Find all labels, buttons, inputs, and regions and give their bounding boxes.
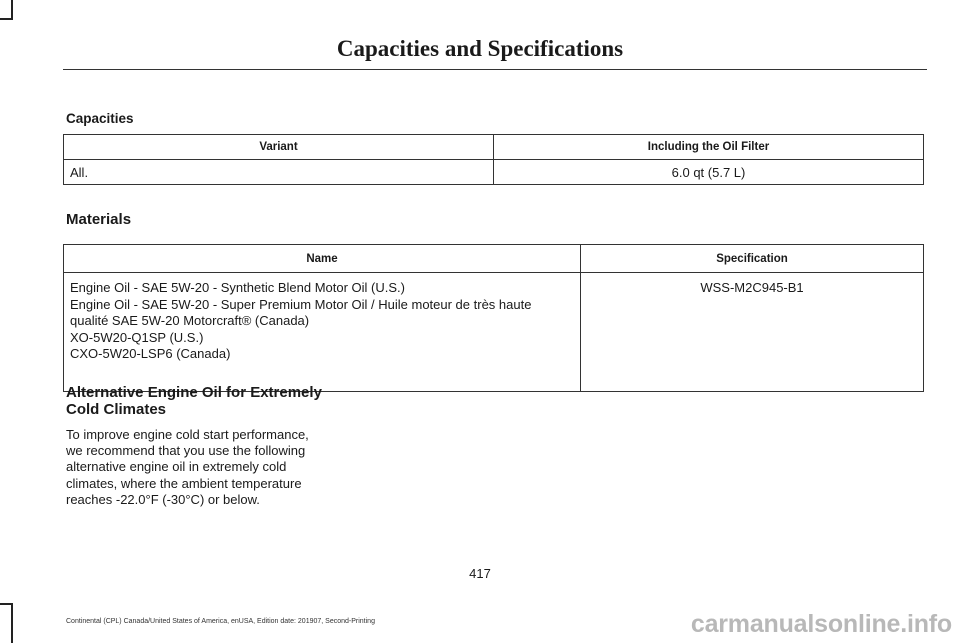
paragraph-line: reaches -22.0°F (-30°C) or below.	[66, 491, 260, 507]
cell-variant: All.	[64, 160, 494, 185]
oil-name-line: Engine Oil - SAE 5W-20 - Synthetic Blend Motor Oil (U.S.)	[70, 280, 405, 295]
column-header-name: Name	[64, 245, 581, 273]
oil-name-line: XO-5W20-Q1SP (U.S.)	[70, 329, 204, 345]
materials-title: Materials	[66, 211, 132, 228]
materials-table	[63, 244, 924, 392]
page-number: 417	[469, 566, 491, 581]
table-row	[64, 273, 924, 392]
site-watermark: carmanualsonline.info	[690, 610, 952, 638]
cell-capacity: 6.0 qt (5.7 L)	[494, 160, 924, 185]
crop-mark-bottom-left-vertical	[11, 603, 13, 643]
paragraph-line: climates, where the ambient temperature	[66, 475, 302, 491]
paragraph-line: alternative engine oil in extremely cold	[66, 459, 287, 475]
oil-name-line: CXO-5W20-LSP6 (Canada)	[70, 346, 231, 361]
crop-mark-top-left-horizontal	[0, 18, 13, 20]
heading-line: Cold Climates	[66, 401, 167, 418]
cell-oil-name	[64, 273, 581, 392]
oil-name-line: Engine Oil - SAE 5W-20 - Super Premium Motor Oil / Huile moteur de très haute	[70, 296, 532, 312]
oil-name-line: qualité SAE 5W-20 Motorcraft® (Canada)	[70, 313, 310, 328]
edition-footer: Continental (CPL) Canada/United States of America, enUSA, Edition date: 201907, Second-Printing	[66, 618, 375, 625]
paragraph-line: we recommend that you use the following	[66, 443, 306, 459]
header-divider	[63, 69, 927, 70]
heading-line: Alternative Engine Oil for Extremely	[66, 384, 322, 401]
capacities-table	[63, 134, 924, 185]
table-header-row	[64, 135, 924, 160]
crop-mark-bottom-left-horizontal	[0, 603, 13, 605]
column-header-variant: Variant	[64, 135, 494, 160]
paragraph-line: To improve engine cold start performance,	[66, 427, 309, 442]
table-header-row	[64, 245, 924, 273]
alternative-oil-paragraph	[66, 427, 356, 508]
capacities-title: Capacities	[66, 111, 134, 126]
table-row	[64, 160, 924, 185]
alternative-oil-heading	[66, 384, 356, 418]
crop-mark-top-left-vertical	[11, 0, 13, 20]
cell-specification: WSS-M2C945-B1	[581, 273, 924, 392]
column-header-specification: Specification	[581, 245, 924, 273]
column-header-oil-filter: Including the Oil Filter	[494, 135, 924, 160]
page-header-title: Capacities and Specifications	[336, 36, 624, 61]
